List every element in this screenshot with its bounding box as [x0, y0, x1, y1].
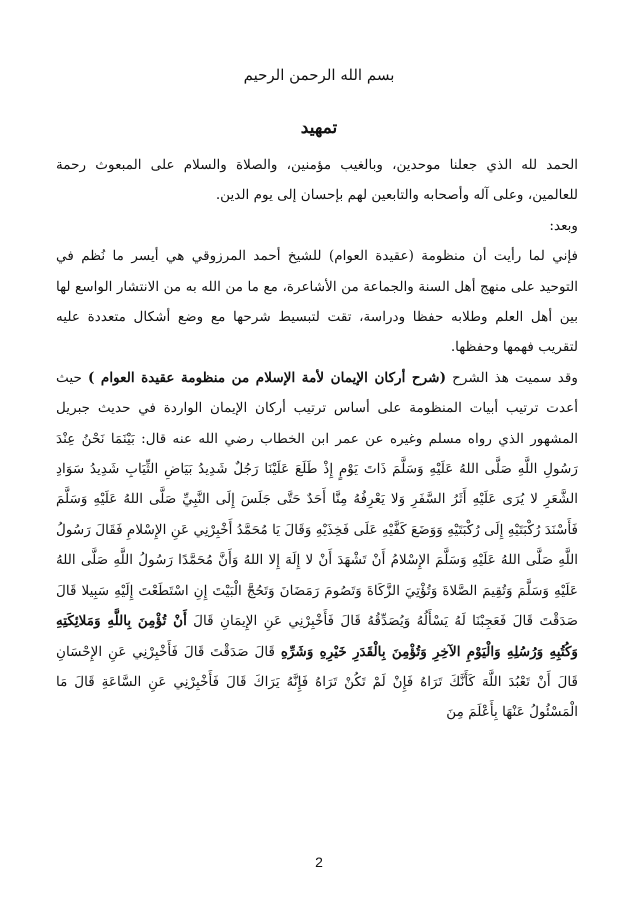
book-title: (شرح أركان الإيمان لأمة الإسلام من منظومة عقيدة العوام )	[87, 369, 447, 386]
section-heading: تمهيد	[300, 118, 338, 138]
page-number: 2	[315, 854, 323, 870]
iman-definition-bold: أَنْ تُؤْمِنَ بِاللَّهِ وَمَلائِكَتِهِ وَكُتُبِهِ وَرُسُلِهِ وَالْيَوْمِ الآخِرِ وَتُؤْمِنَ بِالْقَدَرِ خَيْرِهِ وَشَرِّهِ	[56, 613, 578, 660]
paragraph-wabaad: وبعد:	[549, 217, 578, 234]
document-body	[56, 150, 578, 728]
paragraph-hadith-end: قَالَ صَدَقْتَ قَالَ فَأَخْبِرْنِي عَنِ الإِحْسَانِ قَالَ أَنْ تَعْبُدَ اللَّهَ كَأَنَّكَ تَرَاهُ فَإِنْ لَمْ تَكُنْ تَرَاهُ فَإِنَّهُ يَرَاكَ قَالَ فَأَخْبِرْنِي عَنِ السَّاعَةِ قَالَ مَا الْمَسْئُولُ عَنْهَا بِأَعْلَمَ مِنَ	[56, 643, 578, 721]
paragraph-opening: الحمد لله الذي جعلنا موحدين، وبالغيب مؤمنين، والصلاة والسلام على المبعوث رحمة للعالمين، وعلى آله وأصحابه والتابعين لهم بإحسان إلى يوم الدين.	[56, 157, 578, 204]
paragraph-hadith	[56, 363, 578, 728]
paragraph-hadith-text: حيث أعدت ترتيب أبيات المنظومة على أساس ترتيب أركان الإيمان الواردة في حديث جبريل المشهور الذي رواه مسلم وغيره عن عمر ابن الخطاب رضي الله عنه قال: بَيْنَمَا نَحْنُ عِنْدَ رَسُولِ اللَّهِ صَلَّى اللهُ عَلَيْهِ وَسَلَّمَ ذَاتَ يَوْمٍ إِذْ طَلَعَ عَلَيْنَا رَجُلٌ شَدِيدُ بَيَاضِ الثِّيَابِ شَدِيدُ سَوَادِ الشَّعَرِ لا يُرَى عَلَيْهِ أَثَرُ السَّفَرِ وَلا يَعْرِفُهُ مِنَّا أَحَدٌ حَتَّى جَلَسَ إِلَى النَّبِيِّ صَلَّى اللهُ عَلَيْهِ وَسَلَّمَ فَأَسْنَدَ رُكْبَتَيْهِ إِلَى رُكْبَتَيْهِ وَوَضَعَ كَفَّيْهِ عَلَى فَخِذَيْهِ وَقَالَ يَا مُحَمَّدُ أَخْبِرْنِي عَنِ الإِسْلامِ فَقَالَ رَسُولُ اللَّهِ صَلَّى اللهُ عَلَيْهِ وَسَلَّمَ الإِسْلامُ أَنْ تَشْهَدَ أَنْ لا إِلَهَ إِلا اللهُ وَأَنَّ مُحَمَّدًا رَسُولُ اللَّهِ صَلَّى اللهُ عَلَيْهِ وَسَلَّمَ وَتُقِيمَ الصَّلاةَ وَتُؤْتِيَ الزَّكَاةَ وَتَصُومَ رَمَضَانَ وَتَحُجَّ الْبَيْتَ إِنِ اسْتَطَعْتَ إِلَيْهِ سَبِيلا قَالَ صَدَقْتَ قَالَ فَعَجِبْنَا لَهُ يَسْأَلُهُ وَيُصَدِّقُهُ قَالَ فَأَخْبِرْنِي عَنِ الإِيمَانِ قَالَ	[56, 369, 578, 630]
basmala: بسم الله الرحمن الرحيم	[243, 66, 395, 84]
paragraph-hadith-start: وقد سميت هذ الشرح	[452, 369, 578, 386]
paragraph-intro: فإني لما رأيت أن منظومة (عقيدة العوام) للشيخ أحمد المرزوقي هي أيسر ما نُظم في التوحيد على منهج أهل السنة والجماعة من الأشاعرة، مع ما من الله به من الانتشار الواسع لها بين أهل العلم وطلابه حفظا ودراسة، تقت لتبسيط شرحها مع وضع أشكال متعددة عليه لتقريب فهمها وحفظها.	[56, 248, 578, 356]
